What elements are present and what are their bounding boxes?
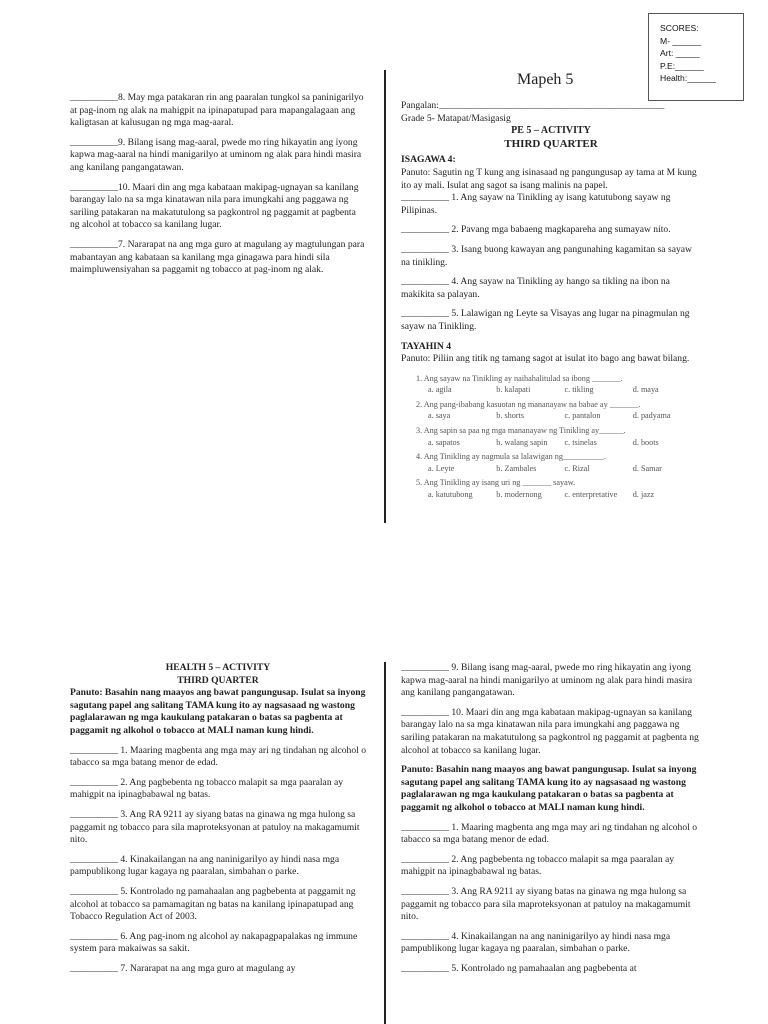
mc-option: c. Rizal <box>564 463 590 473</box>
health-item: __________ 5. Kontrolado ng pamahaalan ang pagbebenta at paggamit ng alcohol at tobacco sa pamamagitan ng batas na kanilang ipinapatupad ang Tobacco Regulation Act of 2003. <box>70 885 356 923</box>
mc-option: d. boots <box>632 437 659 447</box>
health-quarter-heading: THIRD QUARTER <box>177 674 259 686</box>
page-title: Mapeh 5 <box>517 71 574 88</box>
mc-option: b. shorts <box>496 411 524 421</box>
scores-box <box>648 13 744 101</box>
mc-option: c. tikling <box>564 385 594 395</box>
isagawa-item: __________ 5. Lalawigan ng Leyte sa Visayas ang lugar na pinagmulan ng sayaw na Tinikling. <box>401 308 690 332</box>
scores-line-music: M- ______ <box>660 35 702 46</box>
item-9: __________9. Bilang isang mag-aaral, pwede mo ring hikayatin ang iyong kapwa mag-aaral na hindi manigarilyo at uminom ng alak para hindi masira ang kanilang pangangatawan. <box>70 136 362 173</box>
mc-question-block <box>416 399 701 422</box>
health-item: __________ 2. Ang pagbebenta ng tobacco malapit sa mga paaralan ay mahigpit na ipinagbabawal ng batas. <box>401 853 675 878</box>
isagawa-item: __________ 3. Isang buong kawayan ang pangunahing kagamitan sa sayaw na tinikling. <box>401 243 692 268</box>
mc-option: b. walang sapin <box>496 437 548 447</box>
isagawa-item: __________ 4. Ang sayaw na Tinikling ay hango sa tikling na ibon na makikita sa palayan. <box>401 276 670 300</box>
mc-option: b. kalapati <box>496 385 531 395</box>
mc-option: a. saya <box>428 411 451 421</box>
mc-option: d. padyama <box>632 411 671 421</box>
health-item: __________ 7. Nararapat na ang mga guro at magulang ay <box>70 962 296 974</box>
left-top-column <box>70 92 366 284</box>
mc-question-block <box>416 373 701 396</box>
mc-option: c. tsinelas <box>564 437 597 447</box>
mc-option: a. sapatos <box>428 437 460 447</box>
scores-line-health: Health:______ <box>660 73 716 84</box>
mc-option: d. Samar <box>632 463 662 473</box>
health-item: __________ 2. Ang pagbebenta ng tobacco malapit sa mga paaralan ay mahigpit na ipinagbabawal ng batas. <box>70 776 344 801</box>
health-item: __________ 6. Ang pag-inom ng alcohol ay nakapagpapalakas ng immune system para makaiwas sa sakit. <box>70 930 358 955</box>
mc-option: d. maya <box>632 385 659 395</box>
mc-question: 2. Ang pang-ibabang kasuotan ng mananayaw na babae ay _______. <box>416 399 641 409</box>
multiple-choice-list <box>416 373 701 501</box>
health-item: __________ 5. Kontrolado ng pamahaalan ang pagbebenta at <box>401 962 637 974</box>
tayahin-label: TAYAHIN 4 <box>401 340 452 352</box>
health-item: __________ 4. Kinakailangan na ang naninigarilyo ay hindi nasa mga pampublikong lugar kagaya ng paaralan, simbahan o parke. <box>401 930 671 955</box>
pe-heading: PE 5 – ACTIVITY <box>511 125 591 137</box>
health-item: __________ 1. Maaring magbenta ang mga may ari ng tindahan ng alcohol o tabacco sa mga batang menor de edad. <box>401 821 698 846</box>
right-top-column <box>401 100 701 504</box>
column-divider-bottom <box>384 662 386 1024</box>
right-bottom-column <box>401 662 701 982</box>
mc-question: 1. Ang sayaw na Tinikling ay naihahalitulad sa ibong _______. <box>416 373 623 383</box>
mc-question-block <box>416 451 701 474</box>
mc-option: b. modernong <box>496 490 542 500</box>
isagawa-item: __________ 2. Pavang mga babaeng magkapareha ang sumayaw nito. <box>401 224 671 236</box>
item-10: __________10. Maari din ang mga kabataan makipag-ugnayan sa kanilang barangay lalo na sa mga kinatawan nila para imungkahi ang paggawa ng sariling patakaran na makatutulong sa pagkontrol ng paggamit at pagbenta ng alcohol at tobacco sa kanilang lugar. <box>70 181 359 231</box>
mc-option: c. pantalon <box>564 411 601 421</box>
item-8: __________8. May mga patakaran rin ang paaralan tungkol sa paninigarilyo at pag-inom ng alak na mahigpit na ipinapatupad para mapangalagaan ang kaligtasan at kalusugan ng mga mag-aaral. <box>70 92 364 129</box>
mc-option: a. katutubong <box>428 490 473 500</box>
scores-line-art: Art: _____ <box>660 48 700 59</box>
column-divider-top <box>384 70 386 523</box>
health-item: __________ 1. Maaring magbenta ang mga may ari ng tindahan ng alcohol o tabacco sa mga batang menor de edad. <box>70 744 367 769</box>
mc-question-block <box>416 477 701 500</box>
health-item: __________ 10. Maari din ang mga kabataan makipag-ugnayan sa kanilang barangay lalo na sa mga kinatawan nila para imungkahi ang paggawa ng sariling patakaran na makatutulong sa pagkontrol ng paggamit at pagbenta ng alcohol at tobacco sa kanilang lugar. <box>401 706 699 756</box>
health-instructions: Panuto: Basahin nang maayos ang bawat pangungusap. Isulat sa inyong sagutang papel ang salitang TAMA kung ito ay nagsasaad ng wastong paglalarawan ng mga kaukulang patakaran o batas sa pagbenta at paggamit ng alkohol o tobacco at MALI naman kung hindi. <box>70 687 366 736</box>
health-item: __________ 3. Ang RA 9211 ay siyang batas na ginawa ng mga hulong sa paggamit ng tobacco para sila maproteksyonan at patuloy na makagamumit nito. <box>401 885 691 923</box>
scores-title: SCORES: <box>660 23 699 33</box>
mc-question: 4. Ang Tinikling ay nagmula sa lalawigan ng__________. <box>416 452 606 462</box>
grade-line: Grade 5- Matapat/Masigasig <box>401 112 511 124</box>
quarter-heading: THIRD QUARTER <box>504 137 598 150</box>
mc-option: d. jazz <box>632 490 655 500</box>
mc-question: 3. Ang sapin sa paa ng mga mananayaw ng Tinikling ay______. <box>416 426 626 436</box>
health-instructions-repeat: Panuto: Basahin nang maayos ang bawat pangungusap. Isulat sa inyong sagutang papel ang salitang TAMA kung ito ay nagsasaad ng wastong paglalarawan ng mga kaukulang patakaran o batas sa pagbenta at paggamit ng alkohol o tobacco at MALI naman kung hindi. <box>401 764 697 813</box>
left-bottom-column <box>70 662 366 982</box>
isagawa-item: __________ 1. Ang sayaw na Tinikling ay isang katutubong sayaw ng Pilipinas. <box>401 192 671 216</box>
health-heading: HEALTH 5 – ACTIVITY <box>165 662 271 673</box>
isagawa-instructions: Panuto: Sagutin ng T kung ang isinasaad ng pangungusap ay tama at M kung ito ay mali. Isulat ang sagot sa isang malinis na papel. <box>401 166 697 191</box>
mc-option: a. Leyte <box>428 463 455 473</box>
isagawa-label: ISAGAWA 4: <box>401 154 456 166</box>
mc-option: a. agila <box>428 385 452 395</box>
mc-option: c. enterpretative <box>564 490 618 500</box>
mc-option: b. Zambales <box>496 463 537 473</box>
mc-question: 5. Ang Tinikling ay isang uri ng _______ sayaw. <box>416 478 576 488</box>
scores-line-pe: P.E:______ <box>660 60 704 71</box>
health-item: __________ 9. Bilang isang mag-aaral, pwede mo ring hikayatin ang iyong kapwa mag-aaral na hindi manigarilyo at uminom ng alak para hindi masira ang kanilang pangangatawan. <box>401 662 693 699</box>
name-line: Pangalan:_______________________________________________ <box>401 100 665 111</box>
health-item: __________ 3. Ang RA 9211 ay siyang batas na ginawa ng mga hulong sa paggamit ng tobacco para sila maproteksyonan at patuloy na makagamumit nito. <box>70 808 360 846</box>
health-item: __________ 4. Kinakailangan na ang naninigarilyo ay hindi nasa mga pampublikong lugar kagaya ng paaralan, simbahan o parke. <box>70 853 340 878</box>
mc-question-block <box>416 425 701 448</box>
tayahin-instructions: Panuto: Piliin ang titik ng tamang sagot at isulat ito bago ang bawat bilang. <box>401 353 690 365</box>
item-7: __________7. Nararapat na ang mga guro at magulang ay magtulungan para mabantayan ang kabataan sa kanilang mga ginagawa para hindi sila maimpluwensiyahan sa paggamit ng tobacco at pag-inom ng alak. <box>70 238 365 276</box>
